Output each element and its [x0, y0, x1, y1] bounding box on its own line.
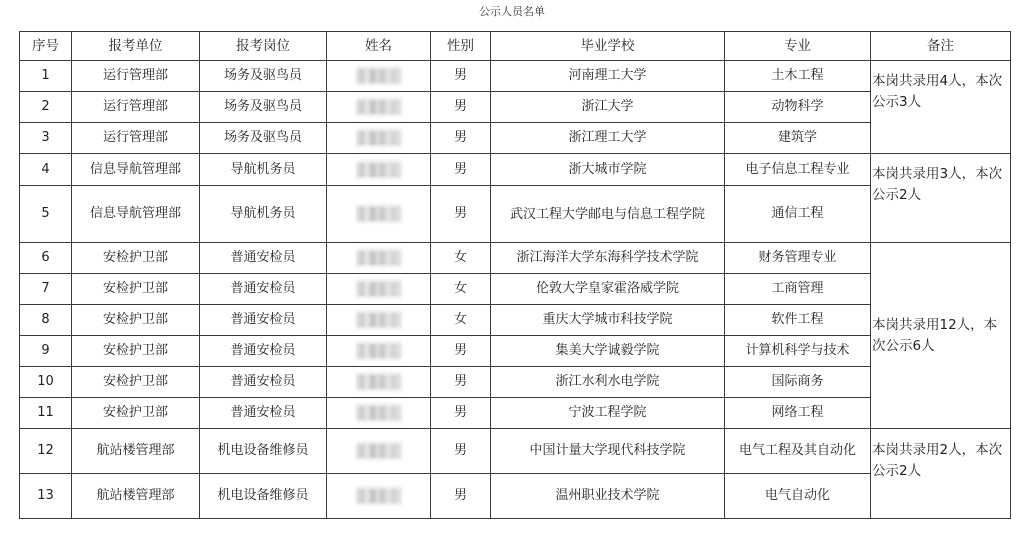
cell-name: [327, 61, 431, 92]
redacted-name: [356, 341, 402, 361]
cell-no: 1: [20, 61, 72, 92]
cell-school: 浙江大学: [491, 92, 725, 123]
cell-school: 温州职业技术学院: [491, 474, 725, 519]
cell-post: 普通安检员: [200, 274, 327, 305]
cell-name: [327, 336, 431, 367]
cell-unit: 安检护卫部: [72, 336, 200, 367]
cell-gender: 女: [431, 243, 491, 274]
table-row: [20, 429, 1011, 474]
cell-post: 普通安检员: [200, 367, 327, 398]
cell-major: 土木工程: [725, 61, 871, 92]
redacted-name: [356, 403, 402, 423]
cell-name: [327, 92, 431, 123]
cell-school: 宁波工程学院: [491, 398, 725, 429]
cell-post: 导航机务员: [200, 154, 327, 186]
cell-post: 场务及驱鸟员: [200, 92, 327, 123]
cell-unit: 安检护卫部: [72, 305, 200, 336]
table-row: [20, 305, 1011, 336]
table-row: [20, 186, 1011, 243]
cell-gender: 男: [431, 186, 491, 243]
cell-school: 浙江水利水电学院: [491, 367, 725, 398]
cell-no: 10: [20, 367, 72, 398]
cell-school: [491, 186, 725, 243]
remark-text: 本岗共录用2人，本次公示2人: [872, 442, 1003, 479]
cell-post: 场务及驱鸟员: [200, 61, 327, 92]
cell-unit: 安检护卫部: [72, 243, 200, 274]
redacted-name: [356, 97, 402, 117]
roster-table: [19, 31, 1011, 519]
cell-gender: 男: [431, 367, 491, 398]
table-header-row: [20, 32, 1011, 61]
remark-text: 本岗共录用3人，本次公示2人: [872, 166, 1003, 203]
cell-no: 2: [20, 92, 72, 123]
cell-major: 建筑学: [725, 123, 871, 154]
cell-name: [327, 243, 431, 274]
cell-no: 13: [20, 474, 72, 519]
page-title: 公示人员名单: [479, 5, 545, 18]
cell-school: 中国计量大学现代科技学院: [491, 429, 725, 474]
cell-major: 动物科学: [725, 92, 871, 123]
cell-major: 通信工程: [725, 186, 871, 243]
cell-post: 机电设备维修员: [200, 474, 327, 519]
cell-major: 电气自动化: [725, 474, 871, 519]
redacted-name: [356, 441, 402, 461]
cell-school: 浙江理工大学: [491, 123, 725, 154]
cell-no: 9: [20, 336, 72, 367]
table-row: [20, 474, 1011, 519]
header-name: 姓名: [327, 32, 431, 61]
cell-gender: 男: [431, 336, 491, 367]
cell-unit: 航站楼管理部: [72, 474, 200, 519]
cell-name: [327, 305, 431, 336]
header-no: 序号: [20, 32, 72, 61]
cell-post: 普通安检员: [200, 305, 327, 336]
header-school: 毕业学校: [491, 32, 725, 61]
cell-major: 财务管理专业: [725, 243, 871, 274]
cell-gender: 男: [431, 123, 491, 154]
cell-major: 网络工程: [725, 398, 871, 429]
cell-name: [327, 274, 431, 305]
remark-text: 本岗共录用12人，本次公示6人: [872, 316, 998, 354]
cell-remark: [871, 243, 1011, 429]
cell-gender: 女: [431, 274, 491, 305]
cell-gender: 女: [431, 305, 491, 336]
table-row: [20, 243, 1011, 274]
table-row: [20, 61, 1011, 92]
cell-no: 11: [20, 398, 72, 429]
cell-post: 普通安检员: [200, 336, 327, 367]
header-remark: 备注: [871, 32, 1011, 61]
cell-major: 电子信息工程专业: [725, 154, 871, 186]
redacted-name: [356, 204, 402, 224]
cell-unit: 信息导航管理部: [72, 154, 200, 186]
cell-major: 计算机科学与技术: [725, 336, 871, 367]
cell-unit: 航站楼管理部: [72, 429, 200, 474]
cell-gender: 男: [431, 154, 491, 186]
cell-unit: 信息导航管理部: [72, 186, 200, 243]
redacted-name: [356, 248, 402, 268]
cell-school: 浙江海洋大学东海科学技术学院: [491, 243, 725, 274]
header-post: 报考岗位: [200, 32, 327, 61]
table-row: [20, 336, 1011, 367]
redacted-name: [356, 279, 402, 299]
table-row: [20, 123, 1011, 154]
table-row: [20, 154, 1011, 186]
cell-post: 导航机务员: [200, 186, 327, 243]
cell-school: 重庆大学城市科技学院: [491, 305, 725, 336]
cell-unit: 安检护卫部: [72, 274, 200, 305]
redacted-name: [356, 160, 402, 180]
redacted-name: [356, 66, 402, 86]
cell-unit: 运行管理部: [72, 61, 200, 92]
cell-unit: 安检护卫部: [72, 398, 200, 429]
cell-name: [327, 123, 431, 154]
cell-name: [327, 186, 431, 243]
cell-post: 机电设备维修员: [200, 429, 327, 474]
cell-name: [327, 398, 431, 429]
cell-no: 4: [20, 154, 72, 186]
table-row: [20, 398, 1011, 429]
cell-gender: 男: [431, 61, 491, 92]
cell-unit: 运行管理部: [72, 92, 200, 123]
cell-school: 伦敦大学皇家霍洛威学院: [491, 274, 725, 305]
cell-post: 普通安检员: [200, 398, 327, 429]
cell-gender: 男: [431, 92, 491, 123]
cell-gender: 男: [431, 398, 491, 429]
remark-text: 本岗共录用4人，本次公示3人: [872, 73, 1003, 110]
redacted-name: [356, 486, 402, 506]
table-row: [20, 274, 1011, 305]
school-text: 武汉工程大学邮电与信息工程学院: [509, 206, 705, 222]
cell-no: 6: [20, 243, 72, 274]
cell-major: 电气工程及其自动化: [725, 429, 871, 474]
cell-name: [327, 154, 431, 186]
cell-unit: 运行管理部: [72, 123, 200, 154]
cell-post: 场务及驱鸟员: [200, 123, 327, 154]
cell-post: 普通安检员: [200, 243, 327, 274]
cell-name: [327, 474, 431, 519]
table-row: [20, 92, 1011, 123]
header-gender: 性别: [431, 32, 491, 61]
cell-gender: 男: [431, 429, 491, 474]
cell-unit: 安检护卫部: [72, 367, 200, 398]
header-unit: 报考单位: [72, 32, 200, 61]
cell-no: 8: [20, 305, 72, 336]
cell-school: 集美大学诚毅学院: [491, 336, 725, 367]
cell-no: 7: [20, 274, 72, 305]
cell-name: [327, 429, 431, 474]
cell-major: 软件工程: [725, 305, 871, 336]
table-row: [20, 367, 1011, 398]
cell-major: 国际商务: [725, 367, 871, 398]
cell-remark: [871, 61, 1011, 154]
cell-school: 浙大城市学院: [491, 154, 725, 186]
cell-no: 3: [20, 123, 72, 154]
cell-name: [327, 367, 431, 398]
redacted-name: [356, 128, 402, 148]
cell-no: 5: [20, 186, 72, 243]
redacted-name: [356, 310, 402, 330]
header-major: 专业: [725, 32, 871, 61]
cell-major: 工商管理: [725, 274, 871, 305]
cell-gender: 男: [431, 474, 491, 519]
cell-remark: [871, 429, 1011, 519]
cell-no: 12: [20, 429, 72, 474]
redacted-name: [356, 372, 402, 392]
cell-remark: [871, 154, 1011, 243]
cell-school: 河南理工大学: [491, 61, 725, 92]
